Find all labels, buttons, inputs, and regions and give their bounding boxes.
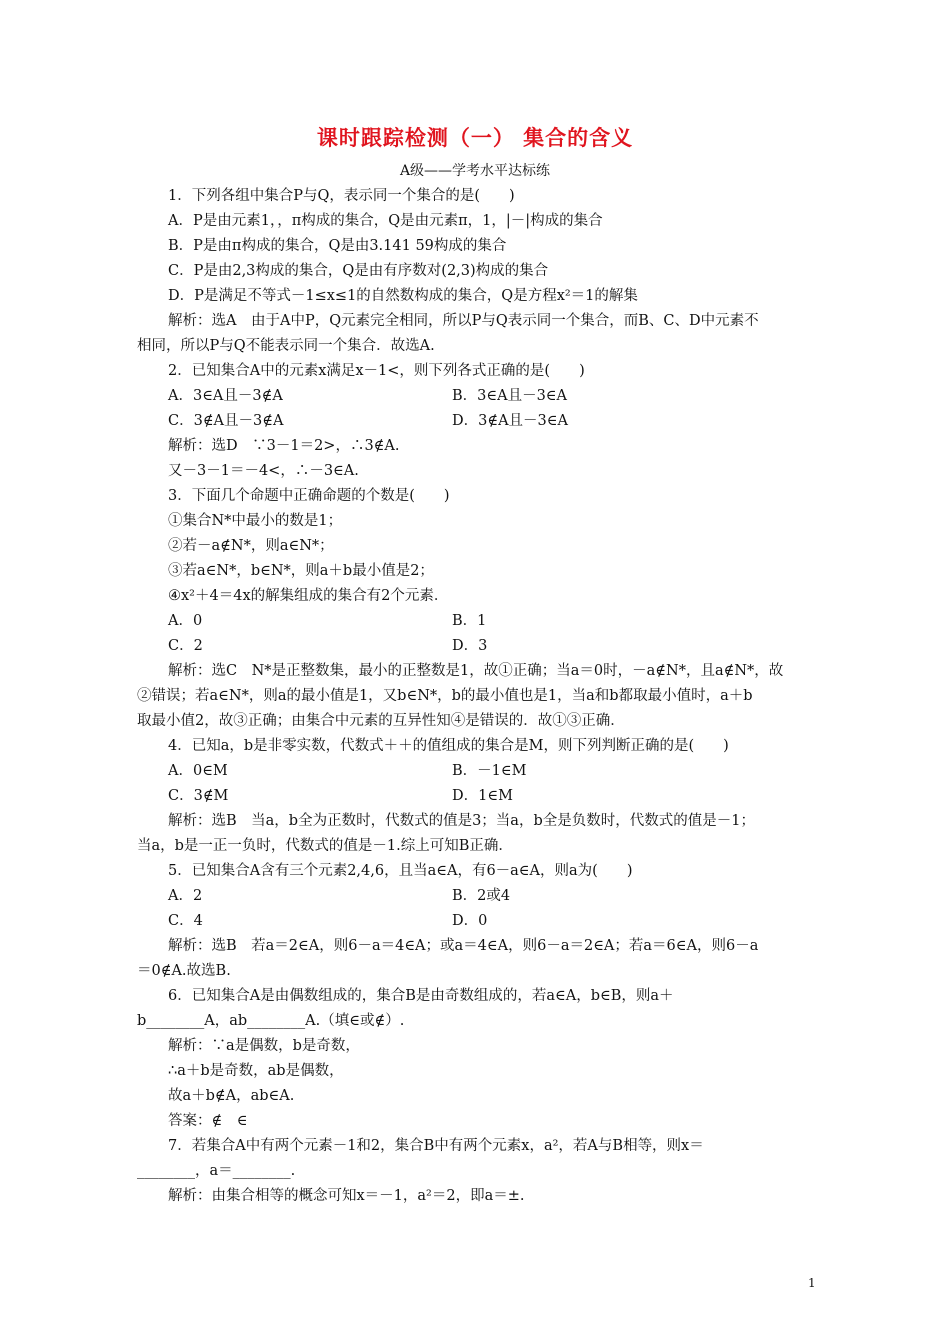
option-4a: A．0∈M	[168, 763, 228, 779]
option-3d: D．3	[452, 638, 488, 654]
question-3: 3．下面几个命题中正确命题的个数是( )	[168, 488, 450, 504]
option-5b: B．2或4	[452, 888, 511, 904]
option-5a: A．2	[168, 888, 203, 904]
solution-2-cont: 又－3－1＝－4<，∴－3∈A.	[168, 463, 359, 479]
solution-4: 解析：选B 当a，b全为正数时，代数式的值是3；当a，b全是负数时，代数式的值是－1；	[168, 813, 755, 829]
solution-4-cont: 当a，b是一正一负时，代数式的值是－1.综上可知B正确．	[137, 838, 513, 854]
option-5d: D．0	[452, 913, 488, 929]
option-5c: C．4	[168, 913, 203, 929]
option-1d: D．P是满足不等式－1≤x≤1的自然数构成的集合，Q是方程x²＝1的解集	[168, 288, 638, 304]
solution-1: 解析：选A 由于A中P，Q元素完全相同，所以P与Q表示同一个集合，而B、C、D中元素不	[168, 313, 759, 329]
solution-5: 解析：选B 若a＝2∈A，则6－a＝4∈A；或a＝4∈A，则6－a＝2∈A；若a＝6∈A，则6－a	[168, 938, 759, 954]
page-number: 1	[808, 1276, 816, 1290]
question-7-cont: ________，a＝________.	[137, 1163, 296, 1179]
question-2: 2．已知集合A中的元素x满足x－1<，则下列各式正确的是( )	[168, 363, 585, 379]
solution-7: 解析：由集合相等的概念可知x＝－1，a²＝2，即a＝±.	[168, 1188, 525, 1204]
option-1c: C．P是由2,3构成的集合，Q是由有序数对(2,3)构成的集合	[168, 263, 549, 279]
solution-3-cont-1: ②错误；若a∈N*，则a的最小值是1，又b∈N*，b的最小值也是1，当a和b都取最小值时，a＋b	[137, 688, 753, 704]
solution-1-cont: 相同，所以P与Q不能表示同一个集合．故选A.	[137, 338, 435, 354]
solution-3: 解析：选C N*是正整数集，最小的正整数是1，故①正确；当a＝0时，－a∉N*，且a∉N*，故	[168, 663, 784, 679]
option-1b: B．P是由π构成的集合，Q是由3.141 59构成的集合	[168, 238, 507, 254]
option-4d: D．1∈M	[452, 788, 513, 804]
option-2d: D．3∉A且－3∈A	[452, 413, 568, 429]
solution-2: 解析：选D ∵3－1＝2>，∴3∉A.	[168, 438, 400, 454]
question-5: 5．已知集合A含有三个元素2,4,6，且当a∈A，有6－a∈A，则a为( )	[168, 863, 633, 879]
question-1: 1．下列各组中集合P与Q，表示同一个集合的是( )	[168, 188, 515, 204]
statement-3-3: ③若a∈N*，b∈N*，则a＋b最小值是2；	[168, 563, 434, 579]
statement-3-4: ④x²＋4＝4x的解集组成的集合有2个元素．	[168, 588, 449, 604]
page-title: 课时跟踪检测（一） 集合的含义	[316, 126, 634, 150]
option-4b: B．－1∈M	[452, 763, 527, 779]
answer-6: 答案：∉ ∈	[168, 1113, 248, 1129]
question-7: 7．若集合A中有两个元素－1和2，集合B中有两个元素x，a²，若A与B相等，则x＝	[168, 1138, 704, 1154]
option-1a: A．P是由元素1，，π构成的集合，Q是由元素π，1，|－|构成的集合	[168, 213, 603, 229]
option-2c: C．3∉A且－3∉A	[168, 413, 284, 429]
solution-6-cont-2: 故a＋b∉A，ab∈A.	[168, 1088, 295, 1104]
option-3c: C．2	[168, 638, 203, 654]
question-4: 4．已知a，b是非零实数，代数式＋＋的值组成的集合是M，则下列判断正确的是( )	[168, 738, 729, 754]
question-6: 6．已知集合A是由偶数组成的，集合B是由奇数组成的，若a∈A，b∈B，则a＋	[168, 988, 674, 1004]
solution-6-cont-1: ∴a＋b是奇数，ab是偶数，	[168, 1063, 344, 1079]
statement-3-2: ②若－a∉N*，则a∈N*；	[168, 538, 334, 554]
section-subtitle: A级——学考水平达标练	[399, 163, 551, 179]
question-6-cont: b________A，ab________A.（填∈或∉）.	[137, 1013, 405, 1029]
statement-3-1: ①集合N*中最小的数是1；	[168, 513, 343, 529]
solution-5-cont: ＝0∉A.故选B.	[137, 963, 231, 979]
solution-6: 解析：∵a是偶数，b是奇数，	[168, 1038, 360, 1054]
option-2b: B．3∈A且－3∈A	[452, 388, 568, 404]
option-4c: C．3∉M	[168, 788, 229, 804]
solution-3-cont-2: 取最小值2，故③正确；由集合中元素的互异性知④是错误的．故①③正确．	[137, 713, 625, 729]
option-3a: A．0	[168, 613, 203, 629]
option-2a: A．3∈A且－3∉A	[168, 388, 283, 404]
option-3b: B．1	[452, 613, 487, 629]
